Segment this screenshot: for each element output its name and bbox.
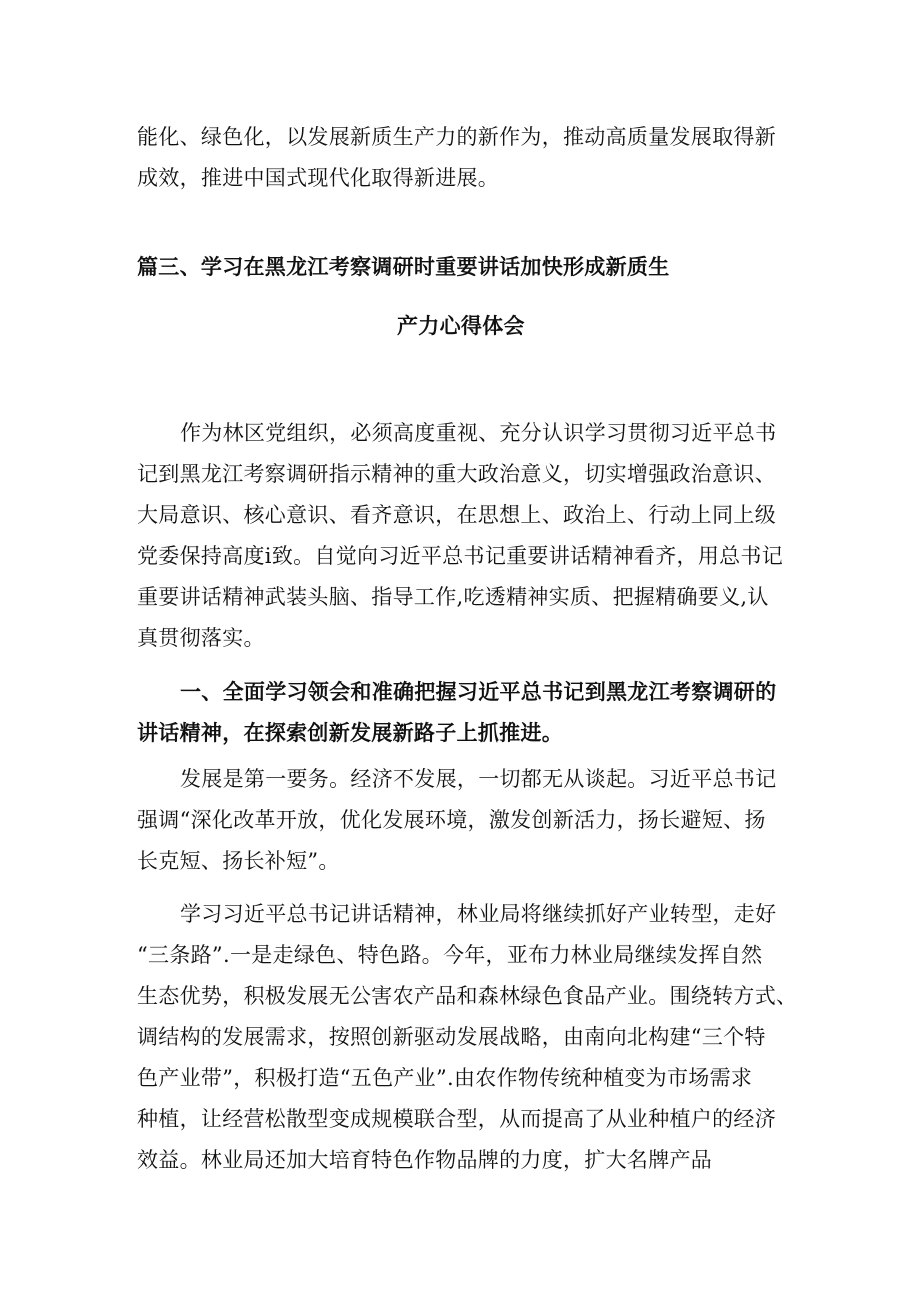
heading-line: 产力心得体会: [397, 314, 525, 338]
text-line: 作为林区党组织，必须高度重视、充分认识学习贯彻习近平总书: [180, 421, 777, 445]
heading-line: 篇三、学习在黑龙江考察调研时重要讲话加快形成新质生: [137, 255, 670, 279]
heading-line: 一、全面学习领会和准确把握习近平总书记到黑龙江考察调研的: [180, 680, 777, 704]
text-line: 大局意识、核心意识、看齐意识，在思想上、政治上、行动上同上级: [137, 503, 776, 527]
text-line: 长克短、扬长补短”。: [137, 849, 340, 873]
text-line: 调结构的发展需求，按照创新驱动发展战略，由南向北构建“三个特: [137, 1025, 766, 1049]
text-line: 成效，推进中国式现代化取得新进展。: [137, 166, 500, 190]
text-line: “三条路”.一是走绿色、特色路。今年，亚布力林业局继续发挥自然: [137, 943, 763, 967]
text-line: 学习习近平总书记讲话精神，林业局将继续抓好产业转型，走好: [180, 902, 777, 926]
text-line: 发展是第一要务。经济不发展，一切都无从谈起。习近平总书记: [180, 767, 777, 791]
text-line: 党委保持高度i致。自觉向习近平总书记重要讲话精神看齐，用总书记: [137, 544, 784, 568]
text-line: 种植，让经营松散型变成规模联合型，从而提高了从业种植户的经济: [137, 1107, 776, 1131]
text-line: 真贯彻落实。: [137, 626, 265, 650]
text-line: 色产业带”，积极打造“五色产业”.由农作物传统种植变为市场需求: [137, 1066, 753, 1090]
text-line: 生态优势，积极发展无公害农产品和森林绿色食品产业。围绕转方式、: [137, 984, 798, 1008]
text-line: 重要讲话精神武装头脑、指导工作,吃透精神实质、把握精确要义,认: [137, 585, 769, 609]
text-line: 记到黑龙江考察调研指示精神的重大政治意义，切实增强政治意识、: [137, 462, 776, 486]
text-line: 强调“深化改革开放，优化发展环境，激发创新活力，扬长避短、扬: [137, 808, 766, 832]
heading-line: 讲话精神，在探索创新发展新路子上抓推进。: [137, 721, 563, 745]
text-line: 效益。林业局还加大培育特色作物品牌的力度，扩大名牌产品: [137, 1148, 713, 1172]
text-line: 能化、绿色化，以发展新质生产力的新作为，推动高质量发展取得新: [137, 125, 776, 149]
